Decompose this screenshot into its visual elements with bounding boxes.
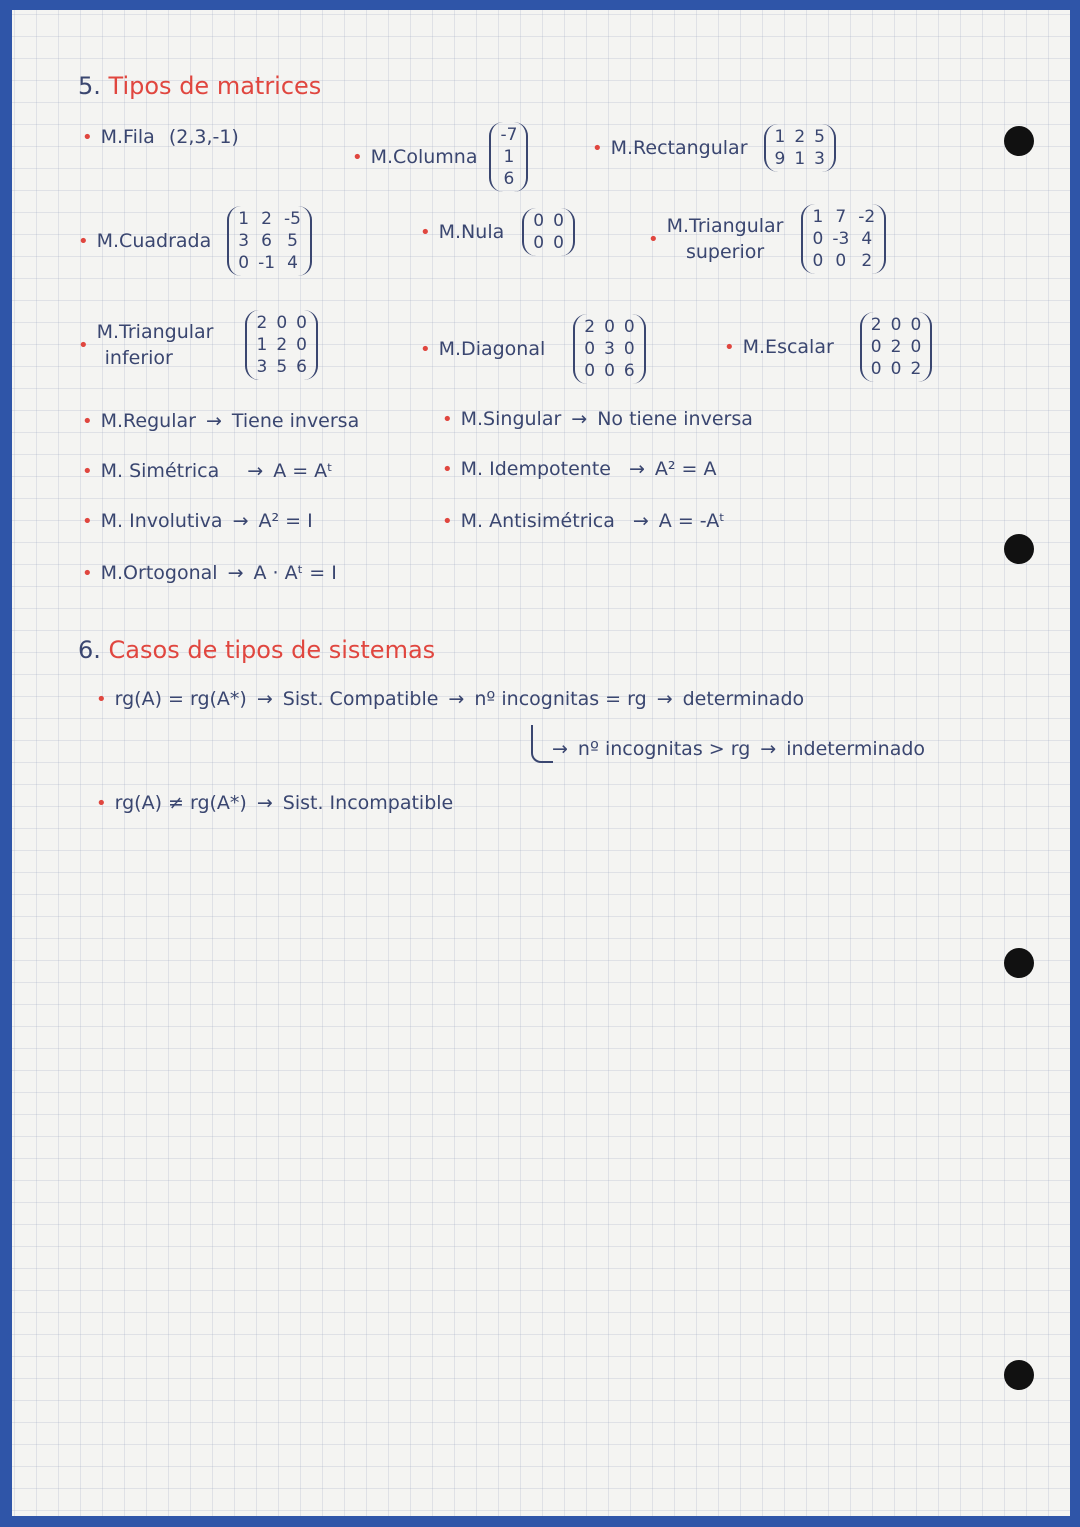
bullet-icon: • [442, 408, 453, 430]
matrix-cell: 0 [812, 251, 824, 271]
matrix-cell: 3 [814, 149, 825, 169]
matrix-cell: 2 [794, 127, 806, 147]
matrix-cell: 0 [870, 337, 882, 357]
arrow-right-icon: → [256, 688, 273, 710]
bullet-icon: • [442, 458, 453, 480]
matrix-cell: 0 [623, 317, 635, 337]
bullet-icon: • [96, 792, 107, 814]
arrow-right-icon: → [760, 738, 777, 760]
binder-hole [1004, 1360, 1034, 1390]
matrix-cell: -1 [258, 253, 276, 273]
matrix-cell: 1 [794, 149, 806, 169]
section-6-heading: 6. Casos de tipos de sistemas [78, 636, 436, 664]
bullet-icon: • [78, 230, 89, 252]
matrix-rectangular: • M.Rectangular 1 2 5 9 1 3 [592, 124, 836, 172]
property-idempotente: • M. Idempotente → A² = A [442, 458, 717, 480]
section-5-heading: 5. Tipos de matrices [78, 72, 322, 100]
matrix-cell: 0 [296, 313, 307, 333]
matrix-cell: 0 [812, 229, 824, 249]
matrix-escalar: • M.Escalar 2 0 0 0 2 0 0 0 2 [724, 312, 932, 382]
matrix-cell: 0 [553, 211, 564, 231]
arrow-right-icon: → [205, 410, 222, 432]
section-6-title: Casos de tipos de sistemas [108, 636, 436, 664]
matrix-columna: • M.Columna -7 1 6 [352, 122, 528, 192]
matrix-cell: -7 [500, 125, 518, 145]
system-incompatible: • rg(A) ≠ rg(A*) → Sist. Incompatible [96, 792, 454, 814]
matrix-cell: 0 [910, 315, 922, 335]
property-singular: • M.Singular → No tiene inversa [442, 408, 753, 430]
matrix-cell: 2 [861, 251, 873, 271]
matrix-cell: 2 [890, 337, 902, 357]
matrix-cell: 0 [238, 253, 250, 273]
matrix-cell: 3 [604, 339, 615, 359]
matrix-cell: 0 [604, 317, 615, 337]
matrix-cell: -5 [284, 209, 301, 229]
branch-connector [531, 725, 553, 763]
matrix-cell: 4 [861, 229, 873, 249]
matrix-cell: 1 [812, 207, 824, 227]
matrix-cell: 0 [584, 361, 596, 381]
bullet-icon: • [724, 336, 735, 358]
matrix-fila: • M.Fila (2,3,-1) [82, 126, 239, 148]
matrix-cell: -3 [832, 229, 850, 249]
matrix-cell: -2 [858, 207, 876, 227]
property-simetrica: • M. Simétrica → A = Aᵗ [82, 460, 333, 482]
matrix-cell: 2 [276, 335, 288, 355]
bullet-icon: • [442, 510, 453, 532]
arrow-right-icon: → [256, 792, 273, 814]
matrix-cell: 0 [870, 359, 882, 379]
matrix-cell: 0 [553, 233, 564, 253]
matrix-rectangular-grid [764, 124, 836, 172]
bullet-icon: • [82, 562, 93, 584]
matrix-cell: 2 [261, 209, 272, 229]
bullet-icon: • [592, 137, 603, 159]
system-compatible: • rg(A) = rg(A*) → Sist. Compatible → nº incognitas = rg → determinado [96, 688, 805, 710]
system-compatible-case2: → nº incognitas > rg → indeterminado [552, 738, 926, 760]
matrix-cell: 0 [890, 315, 902, 335]
matrix-cell: 5 [287, 231, 298, 251]
property-ortogonal: • M.Ortogonal → A · Aᵗ = I [82, 562, 337, 584]
bullet-icon: • [352, 146, 363, 168]
matrix-cell: 2 [870, 315, 882, 335]
bullet-icon: • [78, 334, 89, 356]
matrix-cell: 0 [296, 335, 307, 355]
notebook-page [12, 10, 1070, 1516]
arrow-right-icon: → [632, 510, 649, 532]
matrix-cell: 6 [623, 361, 635, 381]
matrix-cell: 6 [261, 231, 272, 251]
matrix-cell: 2 [910, 359, 922, 379]
matrix-cell: 2 [256, 313, 268, 333]
bullet-icon: • [82, 126, 93, 148]
arrow-right-icon: → [656, 688, 673, 710]
matrix-triangular-superior-grid [801, 204, 886, 274]
section-5-title: Tipos de matrices [108, 72, 322, 100]
matrix-nula: • M.Nula 0 0 0 0 [420, 208, 575, 256]
binder-hole [1004, 534, 1034, 564]
property-regular: • M.Regular → Tiene inversa [82, 410, 360, 432]
arrow-right-icon: → [227, 562, 244, 584]
matrix-cell: 1 [238, 209, 250, 229]
binder-hole [1004, 948, 1034, 978]
matrix-cell: 0 [584, 339, 596, 359]
matrix-cell: 1 [256, 335, 268, 355]
matrix-cell: 0 [623, 339, 635, 359]
bullet-icon: • [82, 510, 93, 532]
matrix-cuadrada-grid [227, 206, 312, 276]
matrix-escalar-grid [860, 312, 932, 382]
matrix-cell: 5 [814, 127, 825, 147]
bullet-icon: • [82, 460, 93, 482]
bullet-icon: • [96, 688, 107, 710]
matrix-cell: 0 [533, 211, 545, 231]
matrix-cell: 6 [503, 169, 515, 189]
matrix-cell: 1 [503, 147, 515, 167]
matrix-cell: 7 [835, 207, 847, 227]
bullet-icon: • [420, 338, 431, 360]
matrix-cell: 0 [533, 233, 545, 253]
arrow-right-icon: → [448, 688, 465, 710]
matrix-cell: 0 [604, 361, 615, 381]
arrow-right-icon: → [628, 458, 645, 480]
matrix-diagonal-grid [573, 314, 645, 384]
bullet-icon: • [648, 228, 659, 250]
matrix-cell: 2 [584, 317, 596, 337]
matrix-cell: 3 [256, 357, 268, 377]
matrix-columna-grid [489, 122, 528, 192]
matrix-cell: 9 [774, 149, 786, 169]
matrix-cell: 0 [276, 313, 288, 333]
arrow-right-icon: → [552, 738, 568, 760]
property-antisimetrica: • M. Antisimétrica → A = -Aᵗ [442, 510, 725, 532]
bullet-icon: • [82, 410, 93, 432]
binder-hole [1004, 126, 1034, 156]
matrix-cell: 0 [835, 251, 847, 271]
matrix-cell: 0 [910, 337, 922, 357]
matrix-triangular-inferior: • M.Triangular inferior 2 0 0 1 2 0 3 5 6 [78, 310, 318, 380]
matrix-cell: 4 [287, 253, 298, 273]
matrix-triangular-superior: • M.Triangular superior 1 7 -2 0 -3 4 0 0 2 [648, 204, 886, 274]
matrix-cell: 1 [774, 127, 786, 147]
matrix-cuadrada: • M.Cuadrada 1 2 -5 3 6 5 0 -1 4 [78, 206, 312, 276]
property-involutiva: • M. Involutiva → A² = I [82, 510, 313, 532]
matrix-cell: 5 [276, 357, 288, 377]
matrix-cell: 0 [890, 359, 902, 379]
matrix-nula-grid [522, 208, 575, 256]
arrow-right-icon: → [571, 408, 588, 430]
arrow-right-icon: → [247, 460, 264, 482]
bullet-icon: • [420, 221, 431, 243]
arrow-right-icon: → [232, 510, 249, 532]
matrix-triangular-inferior-grid [245, 310, 317, 380]
matrix-cell: 3 [238, 231, 250, 251]
matrix-cell: 6 [296, 357, 307, 377]
matrix-diagonal: • M.Diagonal 2 0 0 0 3 0 0 0 6 [420, 314, 646, 384]
